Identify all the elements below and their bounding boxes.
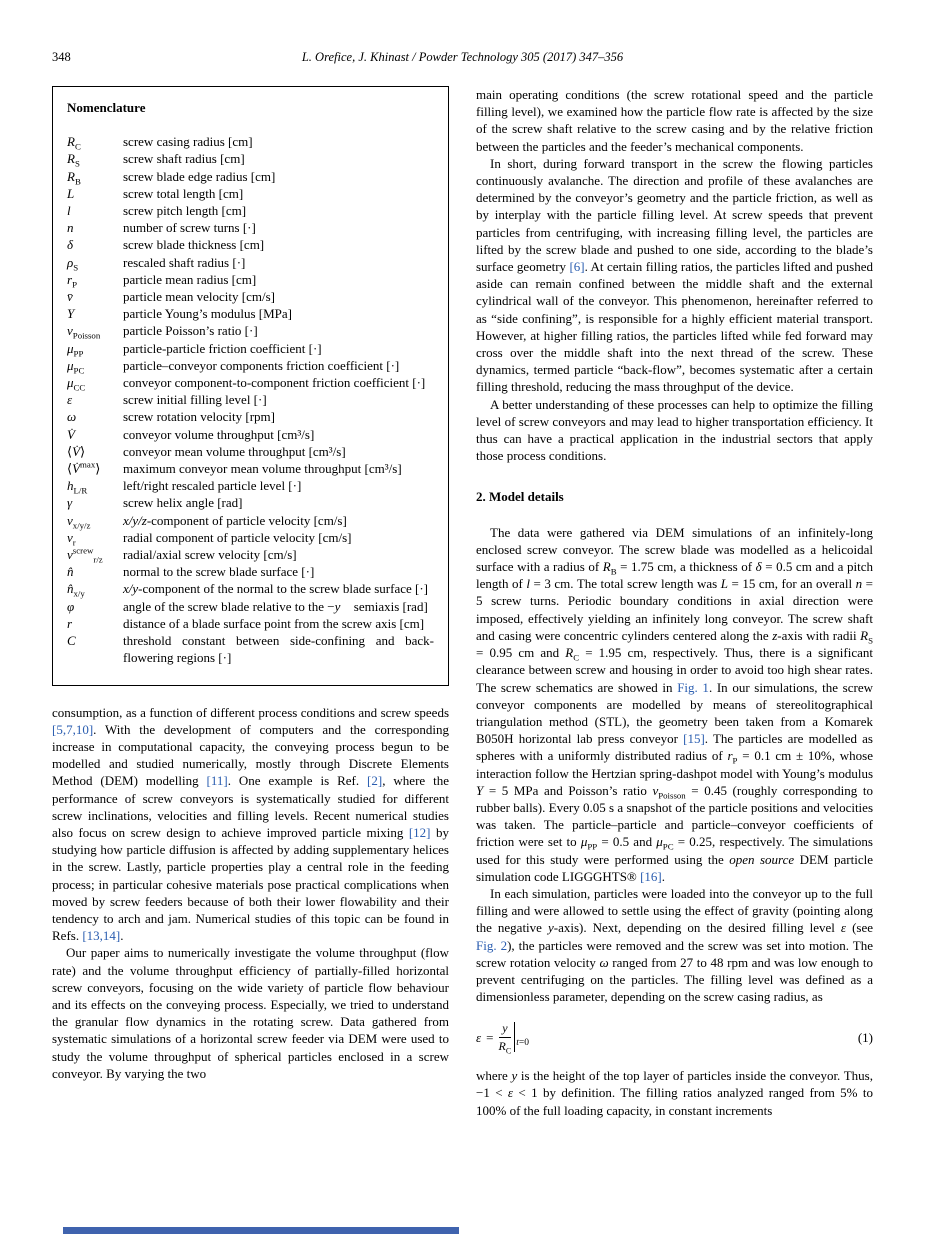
citation-link[interactable]: [15] (683, 731, 705, 747)
nomenclature-definition: rescaled shaft radius [·] (123, 254, 246, 270)
nomenclature-definition: x/y/z-component of particle velocity [cm/s] (123, 512, 347, 528)
paragraph-main-operating: main operating conditions (the screw rotational speed and the particle filling level), we examined how the particle flow rate is affected by the size of the screw shaft relative to the screw casing and by the relative friction between the particles and the feeder’s mechanical components. (476, 87, 873, 154)
nomenclature-definition: conveyor component-to-component friction coefficient [·] (123, 375, 426, 391)
nomenclature-entry (67, 202, 434, 219)
nomenclature-symbol: ⟨V̇⟩ (67, 443, 86, 459)
nomenclature-symbol: Y (67, 306, 75, 322)
nomenclature-symbol: δ (67, 237, 74, 253)
left-column (52, 86, 449, 1119)
fraction (498, 1021, 512, 1056)
nomenclature-entry (67, 271, 434, 288)
citation-link[interactable]: [12] (408, 824, 431, 840)
nomenclature-entry (67, 219, 434, 236)
nomenclature-definition: particle mean radius [cm] (123, 271, 257, 287)
nomenclature-definition: particle mean velocity [cm/s] (123, 289, 275, 305)
nomenclature-entry (67, 391, 434, 408)
nomenclature-entry (67, 357, 434, 374)
nomenclature-definition: screw initial filling level [·] (123, 392, 267, 408)
nomenclature-entry (67, 443, 434, 460)
nomenclature-entry (67, 632, 434, 666)
nomenclature-entry (67, 150, 434, 167)
nomenclature-definition: radial component of particle velocity [cm/s] (123, 529, 352, 545)
paragraph-consumption: consumption, as a function of different process conditions and screw speeds [5,7,10]. With the development of computers and the corresponding increase in computational capacity, the conveying process begun to be modelled and studied numerically, mostly through Discrete Elements Method (DEM) modelling [11]. One example is Ref. [2], where the performance of screw conveyors is systematically studied for different screw inclinations, velocities and filling levels. Recent numerical studies also focus on screw design to achieve improved particle mixing [12] by studying how particle diffusion is affected by adding supplementary helices in the screw. Lastly, particle properties play a central role in the feeding process; in particular cohesive materials pose practical complications when moved by screw feeders because of both their lower flowability and their tendency to arch and jam. Numerical studies of this topic can be found in Refs. [13,14]. (52, 704, 450, 944)
nomenclature-definition: conveyor mean volume throughput [cm³/s] (123, 443, 346, 459)
nomenclature-symbol: $v_r$ (67, 529, 76, 548)
nomenclature-definition: maximum conveyor mean volume throughput [cm³/s] (123, 461, 402, 477)
fraction-denominator: $R_C$ (498, 1038, 512, 1056)
nomenclature-definition: angle of the screw blade relative to the −y⃗ semiaxis [rad] (123, 598, 428, 614)
nomenclature-symbol: n (67, 220, 74, 236)
nomenclature-symbol: $h_{L/R}$ (67, 478, 88, 496)
nomenclature-symbol: $R_S$ (67, 151, 80, 169)
page-header (0, 0, 925, 65)
nomenclature-symbol: $\rho_S$ (67, 254, 79, 273)
nomenclature-definition: normal to the screw blade surface [·] (123, 564, 315, 580)
nomenclature-symbol: n̂ (67, 564, 74, 580)
figure-link[interactable]: Fig. 2 (476, 937, 508, 953)
nomenclature-symbol: $R_B$ (67, 168, 81, 187)
nomenclature-definition: conveyor volume throughput [cm³/s] (123, 426, 315, 442)
section-heading-model-details: 2. Model details (476, 489, 564, 505)
paragraph-better-understanding: A better understanding of these processes can help to optimize the filling level of screw conveyors and may lead to higher transportation efficiency. It thus can have a practical application in the industrial sectors that apply those process conditions. (476, 396, 873, 464)
nomenclature-symbol: l (67, 203, 71, 219)
nomenclature-symbol: v̄ (67, 289, 73, 305)
nomenclature-entry (67, 426, 434, 443)
equation-lhs: ε (476, 1029, 482, 1045)
nomenclature-symbol: $\mu_{CC}$ (67, 375, 86, 393)
nomenclature-entry (67, 340, 434, 357)
nomenclature-symbol: V̇ (67, 426, 75, 442)
paragraph-in-short: In short, during forward transport in the screw the flowing particles continuously avalanche. The direction and profile of these avalanches are determined by the conveyor’s geometry and the particle friction, as well as by interplay with the particle filling level. At screw speeds that prevent particles from centrifuging, with increasing filling level, the particles are lifted by the screw blade and pushed to one side, according to the blade’s surface geometry [6]. At certain filling ratios, the particles lifted and pushed aside can remain confined between the middle shaft and the external cylindrical wall of the conveyor. This phenomenon, hereinafter referred to as “side confining”, is responsible for a highly efficient material transport. However, at higher filling ratios, the particles lifted while fed forward may cross over the middle shaft into the next thread of the screw. These dynamics, termed particle “back-flow”, becomes systematic after a certain filling threshold, reducing the mass throughput of the device. (476, 155, 873, 395)
nomenclature-entry (67, 305, 434, 322)
nomenclature-entry (67, 598, 434, 615)
nomenclature-definition: screw pitch length [cm] (123, 203, 247, 219)
citation-link[interactable]: [2] (367, 773, 383, 789)
citation-link[interactable]: [5,7,10] (52, 721, 94, 737)
nomenclature-entry (67, 546, 434, 563)
paragraph-paper-aims: Our paper aims to numerically investigate the volume throughput (flow rate) and the volume throughput efficiency of partially-filled horizontal screw conveyors, focusing on the wide variety of particle flow behaviour and its effects on the conveying process. Especially, we tried to understand the granular flow dynamics in the rotating screw. Data gathered from systematic simulations of a horizontal screw feeder via DEM were used to study the volume throughput of spherical particles enclosed in a screw conveyor. By varying the two (52, 945, 449, 1081)
evaluation-condition: t=0 (516, 1037, 530, 1048)
nomenclature-symbol: $n̂_{x/y}$ (67, 581, 85, 600)
nomenclature-definition: left/right rescaled particle level [·] (123, 478, 302, 494)
nomenclature-entry (67, 168, 434, 185)
page-number: 348 (52, 50, 71, 64)
nomenclature-symbol: $\mu_{PP}$ (67, 340, 84, 359)
nomenclature-symbol: ω (67, 409, 77, 425)
citation-link[interactable]: [13,14] (82, 928, 121, 944)
equation-body (476, 1021, 530, 1056)
nomenclature-entry (67, 615, 434, 632)
nomenclature-entry (67, 408, 434, 425)
nomenclature-entry (67, 529, 434, 546)
citation-link[interactable]: [16] (640, 868, 662, 884)
nomenclature-entry (67, 288, 434, 305)
nomenclature-symbol: L (67, 185, 75, 201)
two-column-layout (0, 65, 925, 1119)
nomenclature-definition: number of screw turns [·] (123, 220, 256, 236)
nomenclature-entry (67, 133, 434, 150)
nomenclature-definition: particle–conveyor components friction coefficient [·] (123, 357, 400, 373)
nomenclature-entry (67, 477, 434, 494)
nomenclature-definition: particle Young’s modulus [MPa] (123, 306, 292, 322)
nomenclature-symbol: $v^{screw}_{r/z}$ (67, 545, 103, 565)
nomenclature-entry (67, 580, 434, 600)
equation-1 (476, 1021, 873, 1056)
paragraph-each-simulation: In each simulation, particles were loaded into the conveyor up to the full filling and were allowed to settle using the effect of gravity (pointing along the negative y-axis). Next, depending on the desired filling level ε (see Fig. 2), the particles were removed and the screw was set into motion. The screw rotation velocity ω ranged from 27 to 48 rpm and was low enough to prevent centrifuging on the particles. The filling level was defined as a dimensionless parameter, depending on the screw casing radius, as (476, 885, 873, 1005)
nomenclature-symbol: ε (67, 392, 73, 408)
nomenclature-symbol: $r_P$ (67, 271, 77, 290)
citation-link[interactable]: [6] (569, 259, 585, 275)
nomenclature-definition: distance of a blade surface point from the screw axis [cm] (123, 615, 425, 631)
page-bottom-rule (63, 1227, 459, 1234)
nomenclature-definition: screw rotation velocity [rpm] (123, 409, 275, 425)
nomenclature-title: Nomenclature (67, 100, 146, 115)
right-column (476, 86, 873, 1119)
figure-link[interactable]: Fig. 1 (677, 679, 709, 695)
nomenclature-definition: screw casing radius [cm] (123, 134, 253, 150)
nomenclature-entry (67, 185, 434, 202)
nomenclature-entry (67, 236, 434, 253)
nomenclature-symbol: ⟨V̇$^{max}$⟩ (67, 459, 101, 477)
nomenclature-definition: screw blade edge radius [cm] (123, 168, 276, 184)
nomenclature-entry (67, 374, 434, 391)
nomenclature-symbol: r (67, 615, 73, 631)
nomenclature-symbol: $v_{x/y/z}$ (67, 512, 91, 531)
nomenclature-symbol: $\mu_{PC}$ (67, 357, 85, 376)
nomenclature-definition: particle Poisson’s ratio [·] (123, 323, 258, 339)
running-head: L. Orefice, J. Khinast / Powder Technology 305 (2017) 347–356 (301, 50, 624, 64)
equals-sign: = (486, 1029, 494, 1045)
nomenclature-entry (67, 512, 434, 529)
nomenclature-entry (67, 494, 434, 511)
nomenclature-definition: screw total length [cm] (123, 185, 244, 201)
nomenclature-symbol: $R_C$ (67, 134, 81, 152)
nomenclature-definition: screw shaft radius [cm] (123, 151, 245, 167)
nomenclature-entry (67, 460, 434, 477)
fraction-numerator: y (499, 1021, 510, 1037)
nomenclature-definition: radial/axial screw velocity [cm/s] (123, 547, 297, 563)
nomenclature-symbol: γ (67, 495, 73, 511)
paragraph-data-gathered: The data were gathered via DEM simulations of an infinitely-long enclosed screw conveyor. The screw blade was modelled as a helicoidal surface with a radius of $R_B = 1.75$ cm, a thickness of δ = 0.5 cm and a pitch length of l = 3 cm. The total screw length was L = 15 cm, for an overall n = 5 screw turns. Periodic boundary conditions in axial direction were imposed, effectively yielding an infinitely long conveyor. The screw shaft and casing were concentric cylinders centered along the z-axis with radii $R_S = 0.95$ cm and $R_C = 1.95$ cm, respectively. Thus, there is a significant clearance between screw and housing in order to avoid too high shear rates. The screw schematics are showed in Fig. 1. In our simulations, the screw conveyor components are modelled by means of stereolitographical triangulation method (STL), the geometry been taken from a Komarek B050H horizontal lab press conveyor [15]. The particles are modelled as spheres with a uniformly distributed radius of $r_P = 0.1$ cm ± 10%, whose interaction follow the Hertzian spring-dashpot model with Young’s modulus Y = 5 MPa and Poisson’s ratio $\nu_{Poisson} = 0.45$ (roughly corresponding to rubber balls). Every 0.05 s a snapshot of the particle positions and velocities was taken. The particle–particle and particle–conveyor coefficients of friction were set to $\mu_{PP} = 0.5$ and $\mu_{PC} = 0.25$, respectively. The simulations used for this study were performed using the open source DEM particle simulation code LIGGGHTS® [16]. (476, 524, 874, 884)
paragraph-where-y: where y is the height of the top layer of particles inside the conveyor. Thus, −1 < ε < 1 by definition. The filling ratios analyzed ranged from 5% to 100% of the full loading capacity, in constant increments (476, 1068, 873, 1118)
nomenclature-definition: screw blade thickness [cm] (123, 237, 265, 253)
nomenclature-symbol: φ (67, 598, 75, 614)
evaluation-bar (514, 1022, 515, 1052)
equation-number: (1) (857, 1029, 873, 1045)
nomenclature-entry (67, 254, 434, 271)
nomenclature-definition: screw helix angle [rad] (123, 495, 243, 511)
nomenclature-list (67, 133, 434, 666)
nomenclature-entry (67, 322, 434, 342)
nomenclature-definition: x/y-component of the normal to the screw blade surface [·] (123, 581, 429, 597)
nomenclature-symbol: $\nu_{Poisson}$ (67, 323, 101, 342)
nomenclature-symbol: C (67, 633, 76, 649)
nomenclature-box (52, 86, 449, 686)
nomenclature-entry (67, 563, 434, 580)
citation-link[interactable]: [11] (206, 773, 228, 789)
nomenclature-definition: particle-particle friction coefficient [·] (123, 340, 322, 356)
nomenclature-definition: threshold constant between side-confining and back-flowering regions [·] (123, 633, 434, 666)
